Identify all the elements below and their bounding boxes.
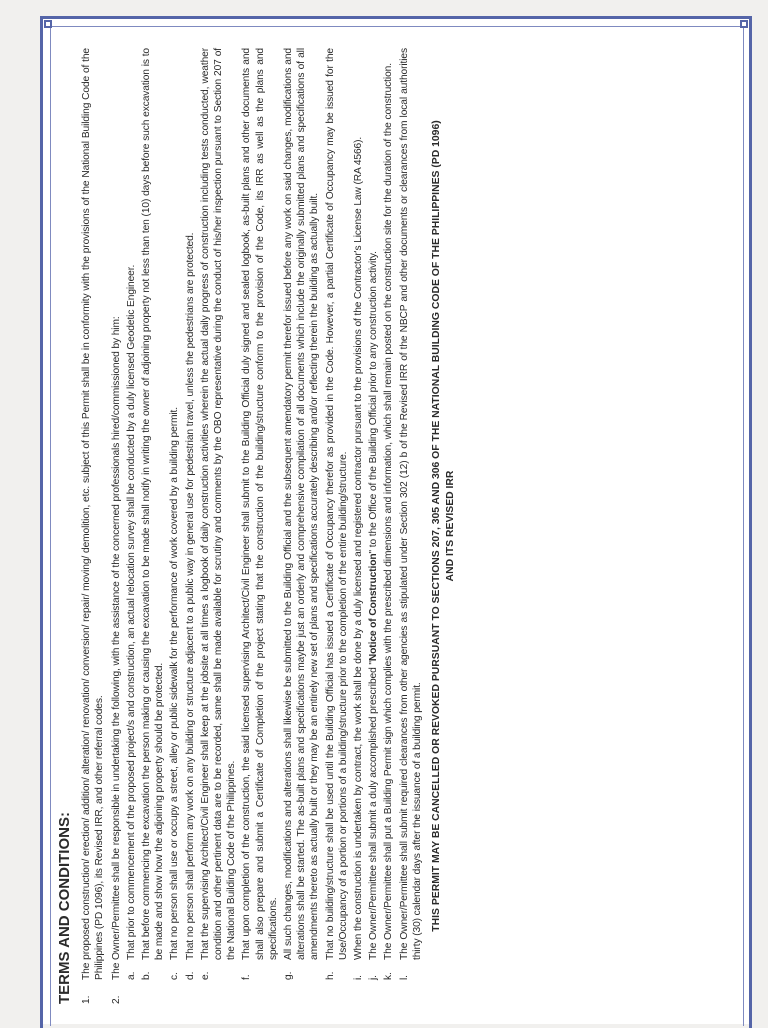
subitem-a [125,48,138,980]
subitem-letter: d. [184,971,196,980]
subitem-c [168,48,181,980]
subitem-e [199,48,239,980]
subitem-text: When the construction is undertaken by contract, the work shall be done by a duly licensed and registered contractor pursuant to the provisions of the Contractor's License Law (RA 4566). [353,136,365,960]
subitem-letter: i. [353,975,365,980]
revocation-notice [430,48,458,1004]
subitem-j [367,48,380,980]
subitem-g [282,48,322,980]
subitem-text: That no building/structure shall be used until the Building Official has issued a Certificate of Occupancy therefor as provided in the Code. However, a partial Certificate of Occupancy may be issued for the Use/Occupancy of a portion or portions of a building/structure prior to the completion of the entire building/structure. [324,48,349,960]
subitem-letter: f. [241,974,253,980]
subitem-text: That before commencing the excavation the person making or causing the excavation to be made shall notify in writing the owner of adjoining property not less than ten (10) days before such excavation is to be made and show how the adjoining property should be protected. [141,48,166,960]
terms-and-conditions-section [56,34,746,1018]
item-number: 2. [110,995,122,1004]
subitem-text-after: " to the Office of the Building Official prior to any construction activity. [368,251,380,554]
subitem-letter: a. [125,971,137,980]
subitem-text: The Owner/Permittee shall submit required clearances from other agencies as stipulated under Section 302 (12) b of the Revised IRR of the NBCP and other documents or clearances from local authorities thirty (30) calendar days after the issuance of a building permit. [398,48,423,960]
subitem-letter: h. [324,971,336,980]
section-heading: TERMS AND CONDITIONS: [56,812,73,1004]
subitem-letter: j. [368,975,380,980]
subitem-i [352,48,365,980]
subitem-k [382,48,395,980]
footer-line-2: AND ITS REVISED IRR [445,470,457,582]
subitem-text: That no person shall perform any work on any building or structure adjacent to a public way in general use for pedestrian travel, unless the pedestrians are protected. [184,232,196,960]
condition-item-1 [80,48,106,1004]
subitem-letter: l. [398,975,410,980]
subitem-letter: e. [199,971,211,980]
subitem-l [398,48,424,980]
subitem-letter: g. [283,971,295,980]
item-body [110,48,424,980]
subitem-d [184,48,197,980]
item-text: The proposed construction/ erection/ addition/ alteration/ renovation/ conversion/ repair/ moving/ demolition, etc. subject of this Permit shall be in conformity with the provisions of the National Building Code of the Philippines (PD 1096), its Revised IRR, and other referral codes. [81,48,106,980]
subitem-text: That no person shall use or occupy a street, alley or public sidewalk for the performance of work covered by a building permit. [169,407,181,960]
subitem-text: The Owner/Permittee shall put a Building Permit sign which complies with the prescribed dimensions and information, which shall remain posted on the construction site for the duration of the construction. [383,63,395,960]
border-corner-ornament [44,20,52,28]
item-number: 1. [81,995,93,1004]
condition-item-2 [110,48,424,1004]
subitem-letter: k. [383,972,395,980]
subitem-letter: c. [169,972,181,980]
notice-of-construction-label: Notice of Construction [368,553,380,662]
subitem-b [140,48,166,980]
subitem-text: All such changes, modifications and alterations shall likewise be submitted to the Building Official and the subsequent amendatory permit therefor issued before any work on said changes, modifications and alterations shall be started. The as-built plans and specifications maybe just an orderly and comprehensive compilation of all documents which include the originally submitted plans and specifications of all amendments thereto as actually built or they may be an entirely new set of plans and specifications accurately describing and/or reflecting therein the building as actually built. [283,48,321,960]
subitem-h [324,48,350,980]
subitem-text [367,48,380,960]
footer-line-1: THIS PERMIT MAY BE CANCELLED OR REVOKED PURSUANT TO SECTIONS 207, 305 AND 306 OF THE NATIONAL BUILDING CODE OF THE PHILIPPINES (PD 1096) [431,120,443,932]
item-text: The Owner/Permittee shall be responsible in undertaking the following, with the assistance of the concerned professionals hired/commissioned by him: [110,316,122,980]
subitem-letter: b. [141,971,153,980]
subitem-text: That upon completion of the construction, the said licensed supervising Architect/Civil Engineer shall submit to the Building Official duly signed and sealed logbook, as-built plans and other documents and shall also prepare and submit a Certificate of Completion of the project stating that the construction of the building/structure conform to the provision of the Code, its IRR as well as the plans and specifications. [241,48,279,960]
subitem-f [240,48,280,980]
subitem-text: That prior to commencement of the proposed project/s and construction, an actual relocation survey shall be conducted by a duly licensed Geodetic Engineer. [125,264,137,960]
border-corner-ornament [740,20,748,28]
subitem-text-before: The Owner/Permittee shall submit a duly accomplished prescribed " [368,661,380,960]
subitem-text: That the supervising Architect/Civil Engineer shall keep at the jobsite at all times a logbook of daily construction activities wherein the actual daily progress of construction including tests conducted, weather condition and other pertinent data are to be recorded, same shall be made available for scrutiny and comments by the OBO representative during the conduct of his/her inspection pursuant to Section 207 of the National Building Code of the Philippines. [199,48,238,960]
